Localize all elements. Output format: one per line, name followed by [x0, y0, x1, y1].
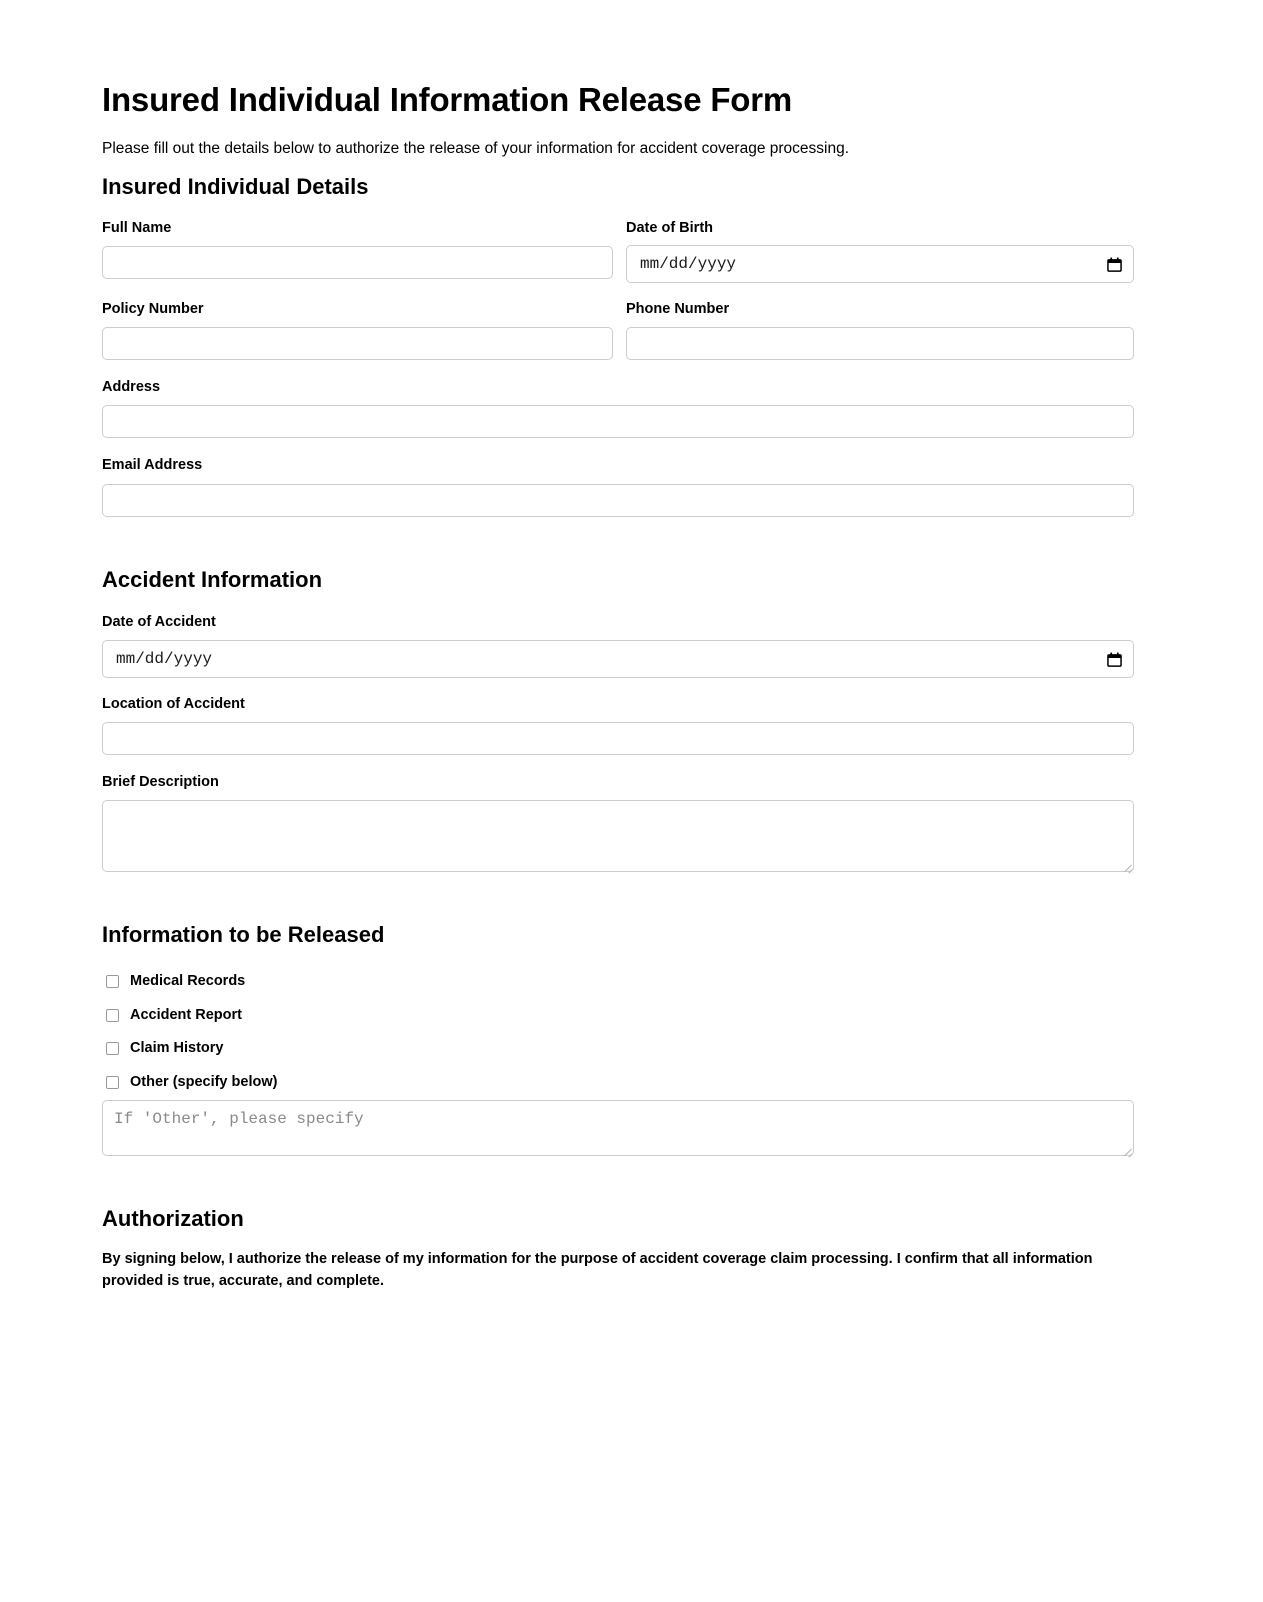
section-heading-insured-details: Insured Individual Details [102, 174, 369, 199]
other-specify-textarea[interactable] [102, 1100, 1134, 1156]
label-date-of-birth: Date of Birth [626, 220, 713, 236]
date-of-birth-placeholder: mm/dd/yyyy [640, 255, 737, 273]
checkbox-row-claim-history[interactable] [102, 1039, 223, 1057]
location-of-accident-input[interactable] [102, 722, 1134, 755]
checkbox-medical-records[interactable] [106, 975, 119, 988]
label-address: Address [102, 379, 161, 395]
brief-description-textarea[interactable] [102, 800, 1134, 872]
full-name-input[interactable] [102, 246, 613, 279]
section-heading-accident-information: Accident Information [102, 567, 323, 592]
phone-number-input[interactable] [626, 327, 1134, 360]
checkbox-claim-history[interactable] [106, 1042, 119, 1055]
date-of-accident-input[interactable] [102, 640, 1134, 678]
calendar-icon[interactable] [1107, 257, 1122, 272]
date-of-accident-placeholder: mm/dd/yyyy [116, 650, 213, 668]
checkbox-label-other: Other (specify below) [130, 1073, 278, 1090]
checkbox-other[interactable] [106, 1076, 119, 1089]
email-address-input[interactable] [102, 484, 1134, 517]
page-intro-text: Please fill out the details below to authorize the release of your information for accident coverage processing. [102, 140, 850, 157]
checkbox-accident-report[interactable] [106, 1009, 119, 1022]
label-location-of-accident: Location of Accident [102, 696, 245, 712]
checkbox-row-medical-records[interactable] [102, 972, 245, 990]
section-heading-information-released: Information to be Released [102, 922, 385, 947]
label-phone-number: Phone Number [626, 301, 730, 317]
checkbox-label-claim-history: Claim History [130, 1039, 224, 1056]
checkbox-label-medical-records: Medical Records [130, 972, 246, 989]
checkbox-row-accident-report[interactable] [102, 1006, 242, 1024]
label-brief-description: Brief Description [102, 774, 219, 790]
label-full-name: Full Name [102, 220, 172, 236]
label-policy-number: Policy Number [102, 301, 204, 317]
authorization-statement: By signing below, I authorize the release of my information for the purpose of accident coverage claim processing. I confirm that all information provided is true, accurate, and complete. [102, 1251, 1093, 1290]
checkbox-row-other[interactable] [102, 1073, 277, 1091]
label-date-of-accident: Date of Accident [102, 614, 216, 630]
section-heading-authorization: Authorization [102, 1206, 244, 1231]
policy-number-input[interactable] [102, 327, 613, 360]
label-email-address: Email Address [102, 457, 203, 473]
checkbox-label-accident-report: Accident Report [130, 1006, 242, 1023]
form-content [102, 0, 1134, 1296]
date-of-birth-input[interactable] [626, 245, 1134, 283]
page-title: Insured Individual Information Release Form [102, 81, 793, 118]
calendar-icon[interactable] [1107, 652, 1122, 667]
address-input[interactable] [102, 405, 1134, 438]
